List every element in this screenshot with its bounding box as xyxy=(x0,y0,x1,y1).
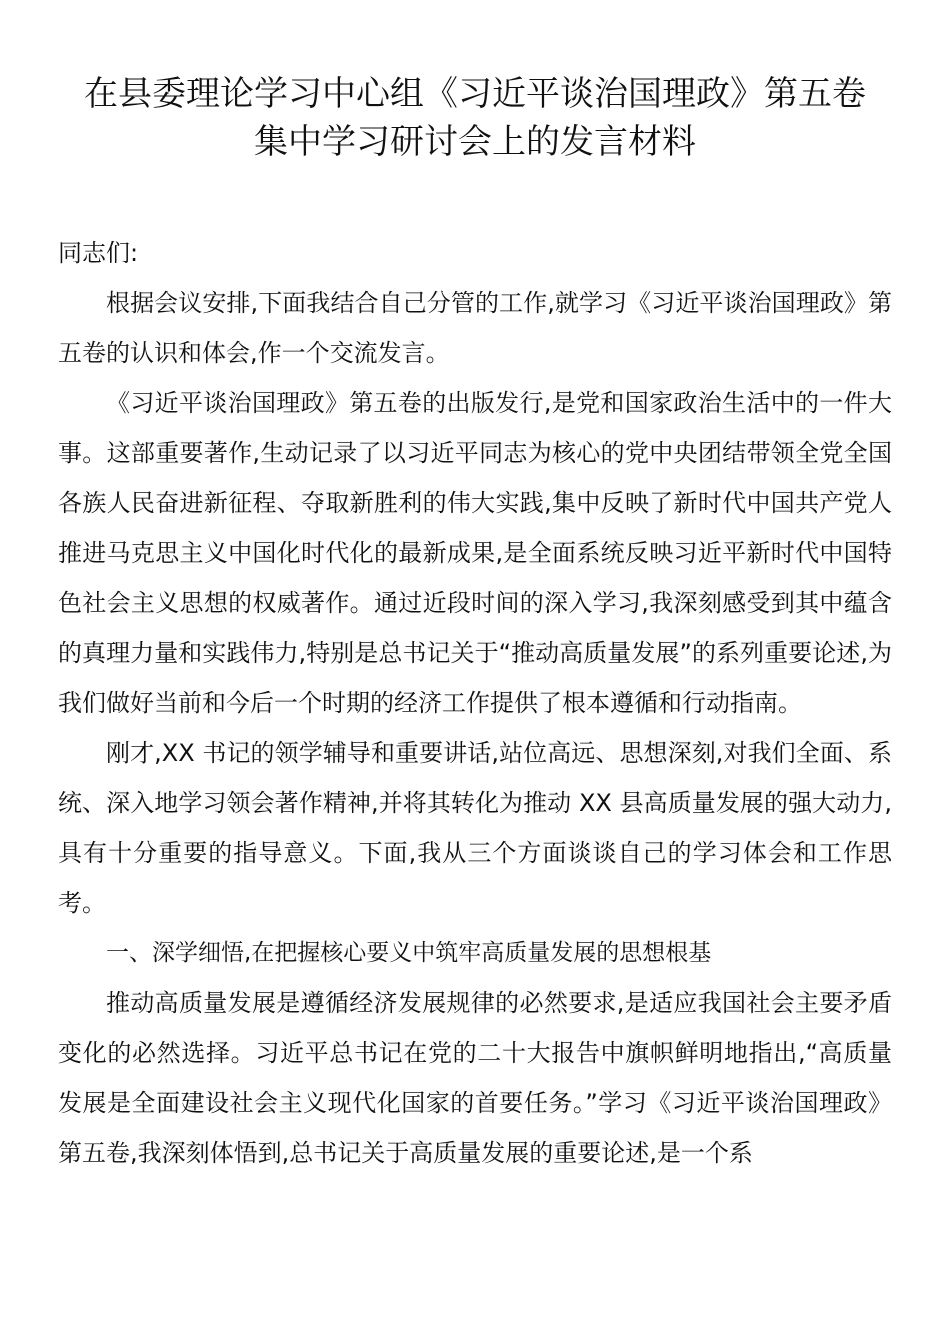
paragraph-book-significance: 《习近平谈治国理政》第五卷的出版发行,是党和国家政治生活中的一件大事。这部重要著作,生动记录了以习近平同志为核心的党中央团结带领全党全国各族人民奋进新征程、夺取新胜利的伟大实践,集中反映了新时代中国共产党人推进马克思主义中国化时代化的最新成果,是全面系统反映习近平新时代中国特色社会主义思想的权威著作。通过近段时间的深入学习,我深刻感受到其中蕴含的真理力量和实践伟力,特别是总书记关于“推动高质量发展”的系列重要论述,为我们做好当前和今后一个时期的经济工作提供了根本遵循和行动指南。 xyxy=(58,389,892,717)
salutation: 同志们: xyxy=(58,239,139,267)
title-line-1: 在县委理论学习中心组《习近平谈治国理政》第五卷 xyxy=(84,74,866,114)
section-heading-1: 一、深学细悟,在把握核心要义中筑牢高质量发展的思想根基 xyxy=(106,940,712,966)
paragraph-intro: 根据会议安排,下面我结合自己分管的工作,就学习《习近平谈治国理政》第五卷的认识和体会,作一个交流发言。 xyxy=(58,289,892,367)
document-title xyxy=(58,70,892,166)
title-line-2: 集中学习研讨会上的发言材料 xyxy=(254,122,696,162)
paragraph-secretary-remarks: 刚才,XX 书记的领学辅导和重要讲话,站位高远、思想深刻,对我们全面、系统、深入地学习领会著作精神,并将其转化为推动 XX 县高质量发展的强大动力,具有十分重要的指导意义。下面,我从三个方面谈谈自己的学习体会和工作思考。 xyxy=(58,739,892,917)
paragraph-section-1: 推动高质量发展是遵循经济发展规律的必然要求,是适应我国社会主要矛盾变化的必然选择。习近平总书记在党的二十大报告中旗帜鲜明地指出,“高质量发展是全面建设社会主义现代化国家的首要任务。”学习《习近平谈治国理政》第五卷,我深刻体悟到,总书记关于高质量发展的重要论述,是一个系 xyxy=(58,989,892,1167)
document-body xyxy=(58,228,892,1178)
